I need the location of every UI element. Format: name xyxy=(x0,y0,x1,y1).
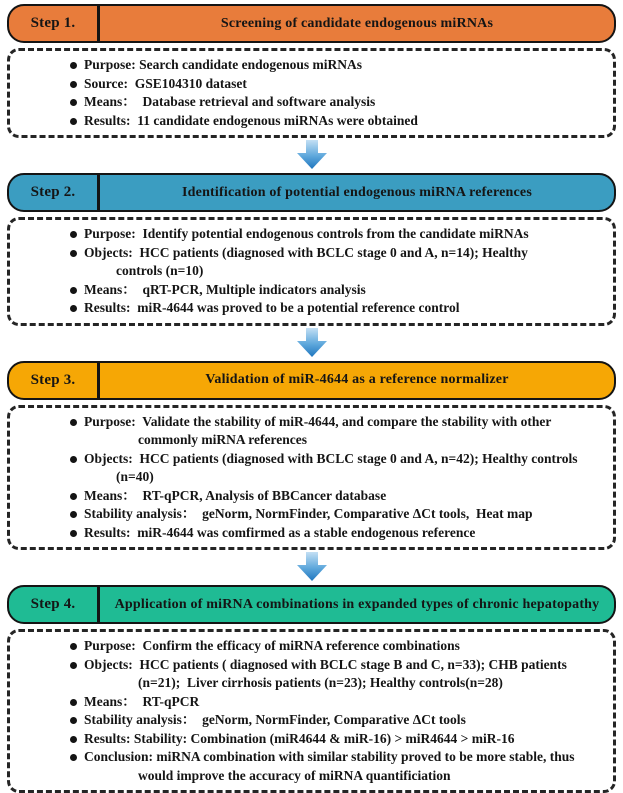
bullet-text: Source: GSE104310 dataset xyxy=(84,75,247,91)
step-2-details xyxy=(7,217,616,326)
step-4-details xyxy=(7,629,616,793)
bullet-text: Results: Stability: Combination (miR4644 & miR-16) > miR4644 > miR-16 xyxy=(84,730,515,746)
arrow-row xyxy=(7,138,616,173)
bullet-icon xyxy=(70,250,77,257)
bullet-text: Purpose: Validate the stability of miR-4644, and compare the stability with other xyxy=(84,413,552,429)
bullet-icon xyxy=(70,511,77,518)
arrow-row xyxy=(7,326,616,361)
bullet-icon xyxy=(70,81,77,88)
bullet-text-continuation: commonly miRNA references xyxy=(138,432,307,447)
bullet-text-continuation: would improve the accuracy of miRNA quantificiation xyxy=(138,767,451,783)
bullet-item xyxy=(10,281,603,300)
bullet-text: Stability analysis： geNorm, NormFinder, Comparative ΔCt tools xyxy=(84,712,466,727)
step-2-label: Step 2. xyxy=(30,184,76,200)
bullet-item xyxy=(10,524,603,543)
bullet-icon xyxy=(70,231,77,238)
bullet-text: Objects: HCC patients (diagnosed with BCLC stage 0 and A, n=42); Healthy controls xyxy=(84,450,578,466)
step-1-label: Step 1. xyxy=(30,15,76,31)
bullet-item xyxy=(10,487,603,506)
bullet-item xyxy=(10,244,603,263)
step-2-title: Identification of potential endogenous miRNA references xyxy=(182,184,532,200)
bullet-text: Objects: HCC patients ( diagnosed with BCLC stage B and C, n=33); CHB patients xyxy=(84,656,567,672)
bullet-text: Purpose: Identify potential endogenous controls from the candidate miRNAs xyxy=(84,226,529,241)
bullet-item xyxy=(10,711,603,730)
bullet-text: Results: miR-4644 was comfirmed as a stable endogenous reference xyxy=(84,524,476,540)
arrow-row xyxy=(7,550,616,585)
bullet-text: Means： RT-qPCR, Analysis of BBCancer database xyxy=(84,487,387,503)
bullet-text-continuation: (n=21); Liver cirrhosis patients (n=23); Healthy controls(n=28) xyxy=(138,675,503,690)
step-2-header xyxy=(7,173,616,212)
step-4-title: Application of miRNA combinations in expanded types of chronic hepatopathy xyxy=(114,596,600,612)
bullet-text: Purpose: Search candidate endogenous miRNAs xyxy=(84,57,363,72)
bullet-icon xyxy=(70,419,77,426)
bullet-icon xyxy=(70,699,77,706)
bullet-icon xyxy=(70,287,77,294)
bullet-text: Means： RT-qPCR xyxy=(84,693,200,709)
bullet-text: Objects: HCC patients (diagnosed with BCLC stage 0 and A, n=14); Healthy xyxy=(84,244,528,260)
step-3-title: Validation of miR-4644 as a reference normalizer xyxy=(205,372,509,387)
bullet-text: Means： Database retrieval and software analysis xyxy=(84,94,376,109)
bullet-icon xyxy=(70,530,77,537)
bullet-text-continuation: (n=40) xyxy=(116,469,154,484)
bullet-item xyxy=(10,225,603,244)
step-4-label: Step 4. xyxy=(30,596,76,612)
step-1-details xyxy=(7,48,616,138)
bullet-item xyxy=(10,505,603,524)
bullet-icon xyxy=(70,754,77,761)
bullet-item xyxy=(10,730,603,749)
bullet-text-continuation: controls (n=10) xyxy=(116,263,204,278)
bullet-text: Results: miR-4644 was proved to be a potential reference control xyxy=(84,300,460,315)
bullet-icon xyxy=(70,493,77,500)
bullet-item xyxy=(10,637,603,656)
down-arrow-icon xyxy=(296,140,328,170)
bullet-item xyxy=(10,112,603,131)
bullet-icon xyxy=(70,456,77,463)
bullet-text: Stability analysis： geNorm, NormFinder, Comparative ΔCt tools, Heat map xyxy=(84,506,533,521)
bullet-text: Conclusion: miRNA combination with similar stability proved to be more stable, thus xyxy=(84,749,575,764)
bullet-icon xyxy=(70,62,77,69)
step-3-details xyxy=(7,405,616,551)
bullet-item xyxy=(10,75,603,94)
down-arrow-icon xyxy=(296,552,328,582)
down-arrow-icon xyxy=(296,328,328,358)
bullet-icon xyxy=(70,99,77,106)
bullet-icon xyxy=(70,736,77,743)
bullet-item xyxy=(10,656,603,675)
bullet-item xyxy=(10,693,603,712)
bullet-item xyxy=(10,413,603,432)
bullet-icon xyxy=(70,662,77,669)
bullet-item xyxy=(10,299,603,318)
step-3-label: Step 3. xyxy=(30,371,76,388)
bullet-item xyxy=(10,56,603,75)
step-1-title: Screening of candidate endogenous miRNAs xyxy=(220,15,494,31)
bullet-item xyxy=(10,748,603,767)
step-3-header xyxy=(7,361,616,400)
step-4-header xyxy=(7,585,616,624)
bullet-text: Means： qRT-PCR, Multiple indicators analysis xyxy=(84,281,366,297)
bullet-icon xyxy=(70,118,77,125)
bullet-text: Results: 11 candidate endogenous miRNAs were obtained xyxy=(84,112,418,128)
step-1-header xyxy=(7,4,616,43)
bullet-icon xyxy=(70,643,77,650)
bullet-icon xyxy=(70,717,77,724)
bullet-icon xyxy=(70,305,77,312)
bullet-item xyxy=(10,93,603,112)
bullet-text: Purpose: Confirm the efficacy of miRNA reference combinations xyxy=(84,638,460,653)
bullet-item xyxy=(10,450,603,469)
